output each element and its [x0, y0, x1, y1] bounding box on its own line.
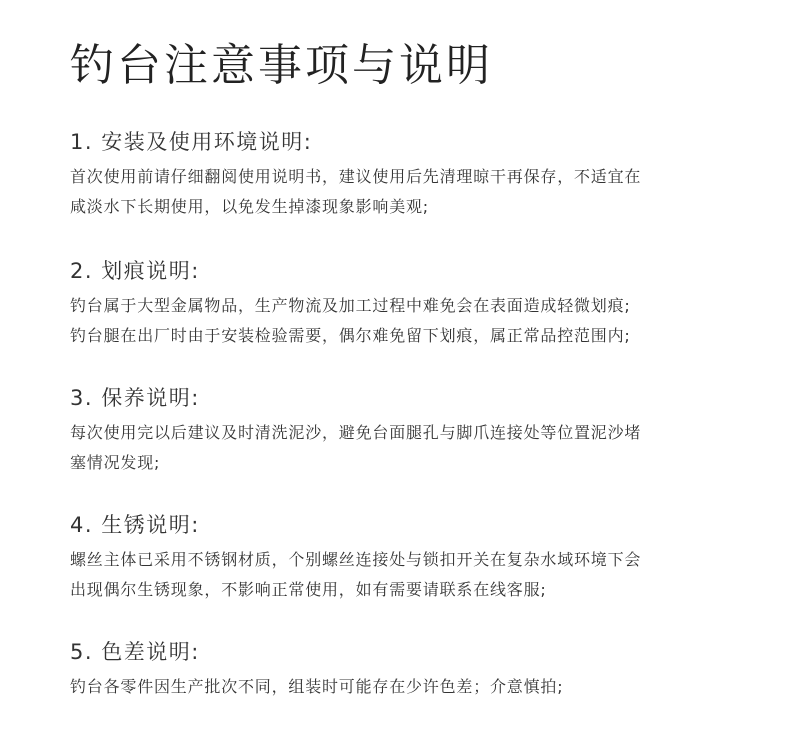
section-rust: [70, 511, 750, 605]
section-body: [70, 418, 750, 478]
body-line: 出现偶尔生锈现象，不影响正常使用，如有需要请联系在线客服;: [70, 580, 547, 599]
section-body: [70, 545, 750, 605]
body-line: 咸淡水下长期使用，以免发生掉漆现象影响美观;: [70, 197, 429, 216]
section-heading: 2. 划痕说明:: [70, 259, 200, 283]
section-color-difference: [70, 638, 750, 702]
section-heading: 4. 生锈说明:: [70, 513, 200, 537]
section-heading: 1. 安装及使用环境说明:: [70, 130, 313, 154]
section-heading: 5. 色差说明:: [70, 640, 200, 664]
section-body: [70, 291, 750, 351]
body-line: 螺丝主体已采用不锈钢材质，个别螺丝连接处与锁扣开关在复杂水域环境下会: [70, 550, 642, 569]
section-scratches: [70, 257, 750, 351]
body-line: 首次使用前请仔细翻阅使用说明书，建议使用后先清理晾干再保存，不适宜在: [70, 167, 642, 186]
body-line: 塞情况发现;: [70, 453, 161, 472]
body-line: 每次使用完以后建议及时清洗泥沙，避免台面腿孔与脚爪连接处等位置泥沙堵: [70, 423, 642, 442]
body-line: 钓台属于大型金属物品，生产物流及加工过程中难免会在表面造成轻微划痕;: [70, 296, 631, 315]
section-installation: [70, 128, 750, 222]
section-maintenance: [70, 384, 750, 478]
section-heading: 3. 保养说明:: [70, 386, 200, 410]
body-line: 钓台各零件因生产批次不同，组装时可能存在少许色差；介意慎拍;: [70, 677, 564, 696]
section-body: [70, 672, 750, 702]
page-title: 钓台注意事项与说明: [70, 40, 493, 91]
section-body: [70, 162, 750, 222]
body-line: 钓台腿在出厂时由于安装检验需要，偶尔难免留下划痕，属正常品控范围内;: [70, 326, 631, 345]
